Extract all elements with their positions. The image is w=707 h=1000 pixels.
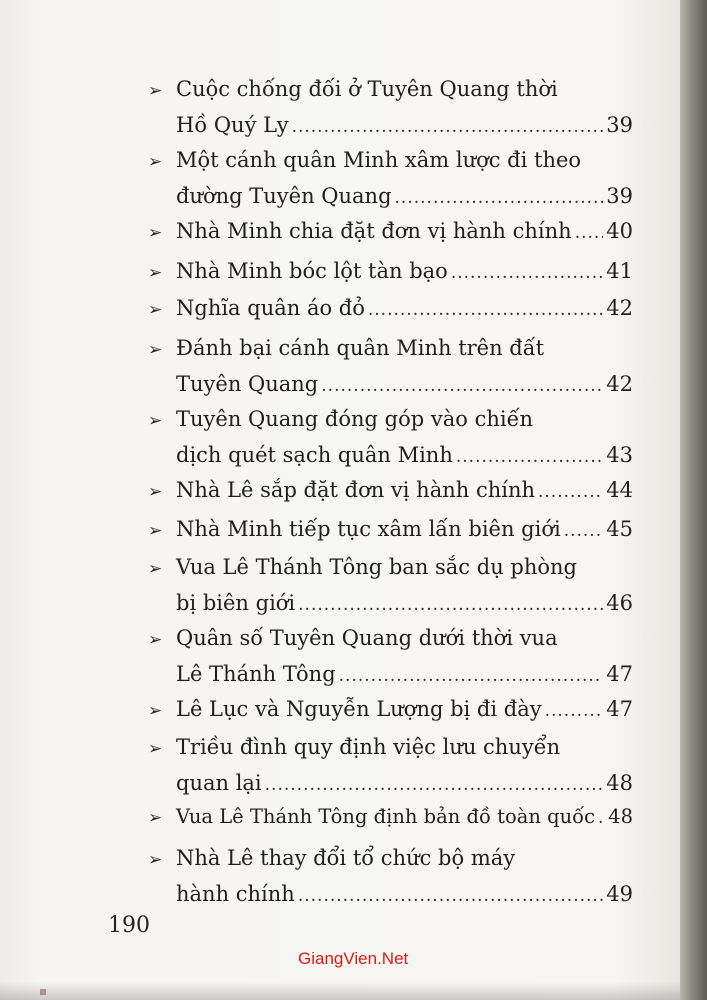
toc-page-number: 48: [608, 805, 633, 828]
toc-entry: [148, 473, 633, 509]
toc-entry-line: [148, 179, 633, 215]
arrowhead-bullet-icon: ➢: [148, 630, 163, 650]
toc-page-number: 48: [606, 771, 633, 795]
toc-entry-line: [148, 331, 633, 367]
arrowhead-bullet-icon: ➢: [148, 521, 163, 541]
page-bottom-shadow: [0, 982, 680, 1000]
toc-entry-line: [148, 214, 633, 250]
toc-entry: [148, 621, 633, 693]
arrowhead-bullet-icon: ➢: [148, 263, 163, 283]
toc-page-number: 45: [606, 517, 633, 541]
toc-entry-line: [148, 254, 633, 290]
toc-entry-line: [148, 877, 633, 913]
dot-leader: [456, 440, 603, 474]
toc-page-number: 42: [606, 372, 633, 396]
dot-leader: [564, 514, 604, 548]
toc-entry-title: hành chính: [176, 882, 295, 906]
toc-entry-line: [148, 586, 633, 622]
toc-entry: [148, 800, 633, 835]
toc-entry: [148, 730, 633, 802]
toc-entry-line: [148, 367, 633, 403]
toc-entry-title: Cuộc chống đối ở Tuyên Quang thời: [176, 77, 558, 101]
dot-leader: [598, 801, 605, 835]
arrowhead-bullet-icon: ➢: [148, 559, 163, 579]
toc-entry-title: Đánh bại cánh quân Minh trên đất: [176, 336, 545, 360]
arrowhead-bullet-icon: ➢: [148, 300, 163, 320]
arrowhead-bullet-icon: ➢: [148, 223, 163, 243]
toc-entry-title: bị biên giới: [176, 591, 296, 615]
toc-entry: [148, 402, 633, 474]
arrowhead-bullet-icon: ➢: [148, 808, 163, 828]
page-folio: 190: [108, 913, 150, 938]
toc-entry-line: [148, 550, 633, 586]
toc-entry: [148, 254, 633, 290]
dot-leader: [298, 879, 603, 913]
arrowhead-bullet-icon: ➢: [148, 81, 163, 101]
toc-entry-line: [148, 143, 633, 179]
toc-entry: [148, 214, 633, 250]
toc-page-number: 41: [606, 259, 633, 283]
toc-entry-title: Tuyên Quang: [176, 372, 319, 396]
toc-entry: [148, 143, 633, 215]
toc-entry-line: [148, 72, 633, 108]
toc-entry: [148, 331, 633, 403]
toc-entry-title: Lê Lục và Nguyễn Lượng bị đi đày: [176, 697, 542, 721]
toc-entry-title: Quân số Tuyên Quang dưới thời vua: [176, 626, 558, 650]
toc-entry-title: Vua Lê Thánh Tông định bản đồ toàn quốc: [176, 805, 596, 828]
toc-entry-title: Tuyên Quang đóng góp vào chiến: [176, 407, 534, 431]
toc-page-number: 47: [606, 697, 633, 721]
toc-entry: [148, 550, 633, 622]
toc-page-number: 44: [606, 478, 633, 502]
toc-entry-line: [148, 473, 633, 509]
watermark: GiangVien.Net: [298, 949, 409, 968]
toc-entry-line: [148, 291, 633, 327]
dot-leader: [339, 659, 604, 693]
toc-entry-line: [148, 657, 633, 693]
toc-page-number: 40: [606, 219, 633, 243]
toc-entry-line: [148, 730, 633, 766]
toc-entry-title: Nhà Minh bóc lột tàn bạo: [176, 259, 448, 283]
toc-page-number: 47: [606, 662, 633, 686]
toc-entry-title: Nhà Minh tiếp tục xâm lấn biên giới: [176, 517, 561, 541]
dot-leader: [395, 181, 604, 215]
dot-leader: [545, 694, 604, 728]
dot-leader: [265, 768, 604, 802]
dot-leader: [538, 475, 603, 509]
dot-leader: [321, 369, 603, 403]
toc-page-number: 39: [606, 113, 633, 137]
toc-entry-title: đường Tuyên Quang: [176, 184, 392, 208]
arrowhead-bullet-icon: ➢: [148, 152, 163, 172]
toc-entry: [148, 692, 633, 728]
toc-entry: [148, 291, 633, 327]
toc-entry-line: [148, 800, 633, 835]
book-spine-edge: [680, 0, 707, 1000]
toc-entry-title: Một cánh quân Minh xâm lược đi theo: [176, 148, 582, 172]
toc-entry-line: [148, 512, 633, 548]
arrowhead-bullet-icon: ➢: [148, 850, 163, 870]
toc-page-number: 49: [606, 882, 633, 906]
arrowhead-bullet-icon: ➢: [148, 340, 163, 360]
toc-entry-line: [148, 692, 633, 728]
dot-leader: [368, 293, 603, 327]
arrowhead-bullet-icon: ➢: [148, 482, 163, 502]
toc-entry-title: dịch quét sạch quân Minh: [176, 443, 453, 467]
toc-entry-title: Lê Thánh Tông: [176, 662, 336, 686]
toc-entry-line: [148, 766, 633, 802]
toc-entry-line: [148, 108, 633, 144]
dot-leader: [575, 216, 604, 250]
toc-page-number: 42: [606, 296, 633, 320]
toc-entry: [148, 512, 633, 548]
toc-entry-line: [148, 438, 633, 474]
toc-entry-line: [148, 402, 633, 438]
toc-page-number: 39: [606, 184, 633, 208]
toc-entry-line: [148, 621, 633, 657]
toc-entry-title: Vua Lê Thánh Tông ban sắc dụ phòng: [176, 555, 577, 579]
toc-page-number: 46: [606, 591, 633, 615]
arrowhead-bullet-icon: ➢: [148, 739, 163, 759]
toc-entry-title: Nhà Lê thay đổi tổ chức bộ máy: [176, 846, 516, 870]
toc-entry-title: quan lại: [176, 771, 262, 795]
toc-entry-line: [148, 841, 633, 877]
arrowhead-bullet-icon: ➢: [148, 411, 163, 431]
dot-leader: [292, 110, 604, 144]
dot-leader: [298, 588, 603, 622]
dot-leader: [451, 256, 603, 290]
arrowhead-bullet-icon: ➢: [148, 701, 163, 721]
toc-entry-title: Nghĩa quân áo đỏ: [176, 296, 365, 320]
toc-entry-title: Nhà Lê sắp đặt đơn vị hành chính: [176, 478, 535, 502]
toc-entry: [148, 72, 633, 144]
toc-entry-title: Nhà Minh chia đặt đơn vị hành chính: [176, 219, 572, 243]
toc-entry: [148, 841, 633, 913]
toc-page-number: 43: [606, 443, 633, 467]
toc-entry-title: Hồ Quý Ly: [176, 113, 289, 137]
toc-entry-title: Triều đình quy định việc lưu chuyển: [176, 735, 561, 759]
